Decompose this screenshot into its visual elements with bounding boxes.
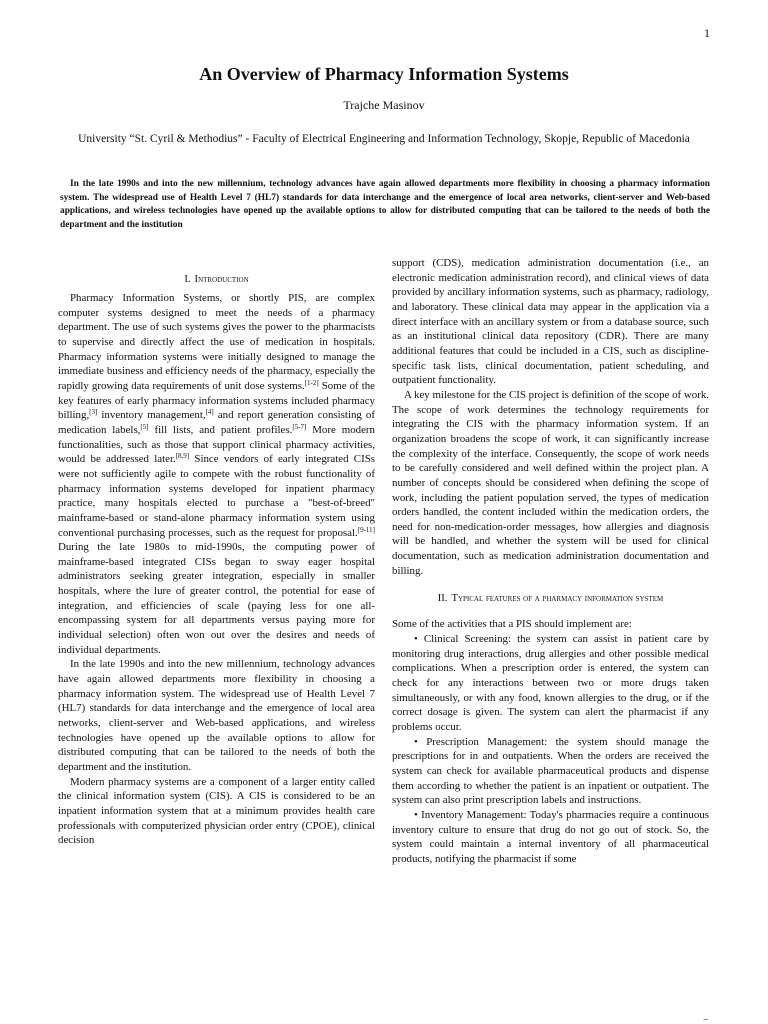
paragraph: Some of the activities that a PIS should implement are: (392, 618, 632, 631)
paragraph: A key milestone for the CIS project is definition of the scope of work. The scope of work determines the technology requirements for integrating the CIS with the pharmacy information system. If an organization broadens the scope of work, it can significantly increase the complexity of the interface. Consequently, the scope of work needs to be carefully considered and well defined within the project plan. A number of concepts should be considered when defining the scope of work, including the patient population served, the types of medication orders handled, the content included within the medication orders, the need for non-medication-order messages, how allergies and diagnosis will be handled, and whether the system will be used for clinical documentation, such as medication administration documentation and billing. (392, 388, 709, 577)
bullet-item: • Prescription Management: the system should manage the prescriptions for in and outpatients. When the orders are received the system can check for available pharmaceutical products and dispense them according to whether the patient is an inpatient or outpatient. The system can also print prescription labels and instructions. (392, 735, 709, 807)
citation: [4] (205, 408, 214, 417)
paragraph-text: fill lists, and patient profiles. (148, 423, 293, 436)
section-heading-typical-features (392, 592, 709, 606)
section-title: Introduction (194, 274, 249, 285)
left-column (58, 273, 375, 848)
abstract (60, 178, 710, 232)
paper-title: An Overview of Pharmacy Information Systems (199, 64, 569, 84)
bullet-item: • Clinical Screening: the system can assist in patient care by monitoring drug interactions, drug allergies and other possible medical complications. When a prescription order is entered, the system can check for any interactions between two or more drugs taken simultaneously, or with any food, known allergies to the drug, or if the correct dosage is given. The system can alert the pharmacist if any problems occur. (392, 633, 709, 734)
citation: [1-2] (304, 378, 319, 387)
section-title: Typical features of a pharmacy information system (451, 593, 664, 605)
author-affiliation: University “St. Cyril & Methodius” - Faculty of Electrical Engineering and Information Technology, Skopje, Republic of Macedonia (78, 133, 690, 145)
paragraph: Modern pharmacy systems are a component of a larger entity called the clinical information system (CIS). A CIS is considered to be an inpatient information system that at a minimum provides health care professionals with computerized physician order entry (CPOE), clinical decision (58, 775, 375, 847)
footer-mark: – (703, 1014, 708, 1024)
section-number: II. (437, 593, 448, 605)
citation: [5-7] (292, 422, 307, 431)
citation: [3] (89, 408, 98, 417)
author-name: Trajche Masinov (343, 98, 425, 112)
paragraph-text: More modern functionalities, such as those that support clinical pharmacy activities, would be addressed later. (58, 423, 375, 466)
citation: [9-11] (357, 525, 375, 534)
section-heading-introduction (58, 273, 375, 287)
right-column (392, 256, 709, 867)
abstract-text: In the late 1990s and into the new millennium, technology advances have again allowed departments more flexibility in choosing a pharmacy information system. The widespread use of Health Level 7 (HL7) standards for data interchange and the emergence of local area networks, client-server and Web-based applications, and wireless technologies have opened up the available options to allow for distributed computing that can be tailored to the needs of both the department and the institution (60, 179, 710, 230)
page-number: 1 (704, 26, 710, 40)
paragraph-text: Since vendors of early integrated CISs were not sufficiently agile to compete with the robust functionality of pharmacy information systems developed for inpatient pharmacy practice, many hospitals elected to purchase a "best-of-breed" mainframe-based or stand-alone pharmacy information system using conventional purchasing processes, such as the request for proposal. (58, 453, 375, 539)
paragraph-text: inventory management, (97, 409, 206, 422)
section-number: I. (184, 274, 191, 285)
citation: [5] (140, 422, 149, 431)
paragraph: In the late 1990s and into the new millennium, technology advances have again allowed departments more flexibility in choosing a pharmacy information system. The widespread use of Health Level 7 (HL7) standards for data interchange and the emergence of local area networks, client-server and Web-based applications, and wireless technologies have opened up the available options to allow for distributed computing that can be tailored to the needs of both the department and the institution. (58, 658, 375, 773)
bullet-item: • Inventory Management: Today's pharmacies require a continuous inventory culture to ensure that drug do not go out of stock. So, the system could maintain a internal inventory of all pharmaceutical products, notifying the pharmacist if some (392, 808, 709, 865)
paragraph (58, 291, 375, 657)
paragraph: support (CDS), medication administration documentation (i.e., an electronic medication administration record), and clinical views of data provided by ancillary information systems, such as pharmacy, radiology, and laboratory. These clinical data may appear in the application via a direct interface with an ancillary system or from a database source, such as an institutional clinical data repository (CDR). There are many additional features that could be included in a CIS, such as discipline-specific task lists, clinical documentation, patient scheduling, and outpatient functionality. (392, 257, 709, 387)
paragraph-text: During the late 1980s to mid-1990s, the computing power of mainframe-based integrated CISs began to sway eager hospital administrators seeking greater integration, especially in smaller hospitals, where the lure of greater control, the potential for ease of integration, and efficiencies of scale (paying less for one all-encompassing system for all departments versus paying more for individual selection) often won out over the desires and needs of individual departments. (58, 541, 375, 656)
citation: [8,9] (175, 452, 190, 461)
paragraph-text: Pharmacy Information Systems, or shortly PIS, are complex computer systems designed to meet the needs of a pharmacy department. The use of such systems gives the power to the pharmacists to supervise and directly affect the use of medication in hospitals. Pharmacy information systems were initially designed to manage the immediate business and efficiency needs of the pharmacy, especially the rapidly growing data requirements of unit dose systems. (58, 292, 375, 392)
paragraph-text: and report generation consisting of medication labels, (58, 409, 376, 436)
paragraph-text: Some of the key features of early pharmacy information systems included pharmacy billing, (58, 379, 375, 422)
